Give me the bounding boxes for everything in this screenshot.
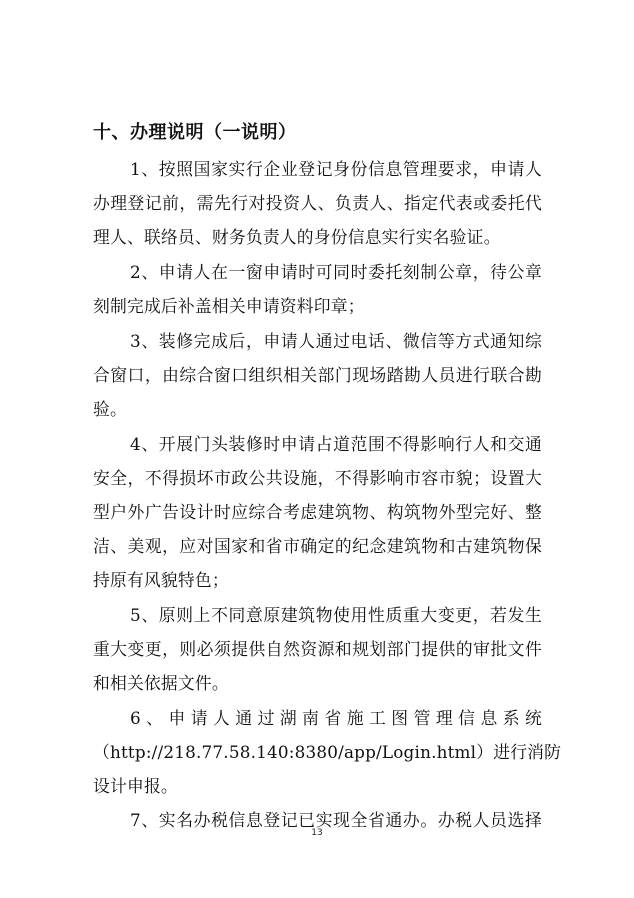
paragraph-3-line-3: 验。 <box>93 399 127 419</box>
paragraph-2-line-2: 刻制完成后补盖相关申请资料印章； <box>93 296 365 316</box>
paragraph-3-line-1: 3、装修完成后，申请人通过电话、微信等方式通知综 <box>130 331 542 351</box>
paragraph-6-line-1: 6、申请人通过湖南省施工图管理信息系统 <box>130 708 542 728</box>
page-number: 13 <box>311 828 323 838</box>
paragraph-7-line-1: 7、实名办税信息登记已实现全省通办。办税人员选择 <box>130 810 542 830</box>
paragraph-5-line-1: 5、原则上不同意原建筑物使用性质重大变更，若发生 <box>130 605 542 625</box>
paragraph-5-line-3: 和相关依据文件。 <box>93 673 229 693</box>
paragraph-4-line-2: 安全，不得损坏市政公共设施，不得影响市容市貌；设置大 <box>93 468 542 488</box>
paragraph-4-line-1: 4、开展门头装修时申请占道范围不得影响行人和交通 <box>130 434 542 454</box>
paragraph-1-line-2: 办理登记前，需先行对投资人、负责人、指定代表或委托代 <box>93 193 542 213</box>
paragraph-2-line-1: 2、申请人在一窗申请时可同时委托刻制公章，待公章 <box>130 262 542 282</box>
paragraph-4-line-3: 型户外广告设计时应综合考虑建筑物、构筑物外型完好、整 <box>93 502 542 522</box>
paragraph-4-line-5: 持原有风貌特色； <box>93 570 229 590</box>
paragraph-6-line-2: （http://218.77.58.140:8380/app/Login.html）进行消防 <box>93 742 562 762</box>
paragraph-6-line-3: 设计申报。 <box>93 776 178 796</box>
paragraph-4-line-4: 洁、美观，应对国家和省市确定的纪念建筑物和古建筑物保 <box>93 536 542 556</box>
section-heading: 十、办理说明（一说明） <box>93 122 297 143</box>
paragraph-5-line-2: 重大变更，则必须提供自然资源和规划部门提供的审批文件 <box>93 639 542 659</box>
paragraph-3-line-2: 合窗口，由综合窗口组织相关部门现场踏勘人员进行联合勘 <box>93 365 542 385</box>
paragraph-1-line-1: 1、按照国家实行企业登记身份信息管理要求，申请人 <box>130 159 542 179</box>
paragraph-1-line-3: 理人、联络员、财务负责人的身份信息实行实名验证。 <box>93 227 501 247</box>
